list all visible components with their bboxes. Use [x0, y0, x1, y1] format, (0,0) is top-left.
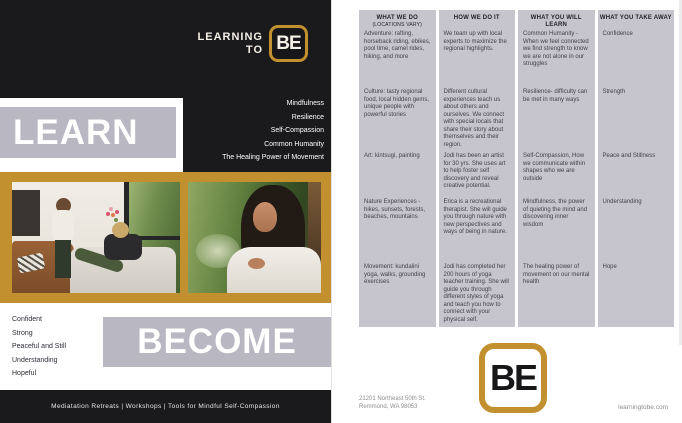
address-line: Remmond, WA 98053	[359, 404, 418, 410]
table-cell: Different cultural experiences teach us about others and ourselves. We connect with special locals that share their story about themselves and their region.	[443, 89, 505, 148]
list-item: Understanding	[12, 356, 58, 364]
column-header-label: WHAT YOU WILL LEARN	[530, 15, 582, 28]
right-page	[331, 0, 682, 423]
list-item: Strong	[12, 329, 33, 337]
table-cell: Art: kintsugi, painting	[364, 153, 420, 159]
brand-word-line1: LEARNING	[197, 30, 263, 43]
outcomes-list	[12, 313, 66, 381]
cabinet-shape	[12, 190, 40, 236]
column-what-we-do	[359, 10, 436, 327]
list-item: Self-Compassion	[270, 127, 324, 134]
be-monogram-icon: BE	[479, 343, 547, 413]
table-cell: Confidence	[602, 31, 633, 37]
brand-wordmark	[198, 31, 263, 57]
table-cell: Jodi has completed her 200 hours of yoga teacher training. She will guide you through different styles of yoga and teach you how to connect with your physical self.	[443, 264, 509, 323]
table-cell: Peace and Stillness	[602, 153, 656, 159]
be-monogram-icon: BE	[269, 25, 308, 62]
table-cell: Common Humanity - When we feel connected we find strength to know we are not alone in our struggles	[523, 31, 589, 67]
table-cell: Culture: tasty regional food, local hidden gems, unique people with powerful stories	[364, 89, 430, 118]
learn-title: LEARN	[13, 112, 139, 152]
photo-band	[0, 172, 331, 303]
brand-logo	[198, 25, 308, 62]
column-header	[439, 10, 516, 30]
program-table	[359, 10, 674, 327]
table-cell: Strength	[602, 89, 626, 95]
website-url: learningtobe.com	[618, 404, 668, 411]
list-item: Peaceful and Still	[12, 343, 67, 350]
footer-tagline: Mediatation Retreats | Workshops | Tools for Mindful Self-Compassion	[51, 403, 280, 410]
table-cell: Adventure: rafting, horseback riding, ebikes, pool time, camel rides, hiking, and more	[364, 31, 431, 60]
standing-person-shape	[52, 210, 74, 242]
table-cell: Nature Experiences - hikes, sunsets, forests, beaches, mountains	[364, 199, 426, 220]
list-item: Mindfulness	[286, 100, 324, 107]
column-how-we-do-it	[439, 10, 516, 327]
table-cell: Jodi has been an artist for 30 yrs. She uses art to help foster self discovery and reveal creative potential.	[443, 153, 506, 189]
table-cell: Mindfulness, the power of quieting the mind and discovering inner wisdom	[523, 199, 588, 228]
table-cell: Resilience- difficulty can be met in many ways	[523, 89, 588, 103]
table-cell: The healing power of movement on our mental health	[523, 264, 590, 285]
photo-woman-window	[188, 182, 321, 293]
column-subheader-label: (LOCATIONS VARY)	[372, 21, 423, 28]
list-item: Common Humanity	[264, 140, 324, 148]
list-item: The Healing Power of Movement	[222, 154, 324, 161]
woman-face-shape	[253, 202, 277, 232]
column-header	[598, 10, 675, 30]
left-page	[0, 0, 331, 423]
become-section	[0, 303, 331, 390]
woman-sweater-shape	[227, 247, 321, 293]
list-item: Confident	[12, 316, 42, 323]
sitting-person-shape	[112, 222, 129, 238]
address-line: 21201 Northeast 50th St.	[359, 396, 426, 402]
list-item: Hopeful	[12, 370, 37, 377]
focus-list	[222, 97, 324, 165]
column-header	[359, 10, 436, 30]
become-banner	[103, 317, 331, 367]
photo-living-room	[12, 182, 180, 293]
learn-banner	[0, 107, 176, 158]
address-block	[359, 395, 426, 411]
flowers-shape	[106, 212, 110, 216]
table-cell: Movement: kundalini yoga, walks, grounding exercises	[364, 264, 426, 285]
footer-bar	[0, 390, 331, 423]
become-title: BECOME	[137, 322, 297, 361]
column-what-you-will-learn	[518, 10, 595, 327]
table-cell: Self-Compassion, How we communicate within shapes who we are outside	[523, 153, 586, 182]
column-what-you-take-away	[598, 10, 675, 327]
list-item: Resilience	[291, 113, 324, 121]
standing-person-shape	[55, 240, 71, 278]
column-header	[518, 10, 595, 30]
woman-hands-shape	[248, 258, 265, 269]
column-header-label: HOW WE DO IT	[453, 15, 500, 21]
column-header-label: WHAT YOU TAKE AWAY	[599, 15, 672, 21]
column-header-label: WHAT WE DO	[376, 15, 419, 21]
sitting-person-shape	[104, 234, 142, 260]
table-cell: Understanding	[602, 199, 642, 205]
brand-word-line2: TO	[245, 43, 263, 56]
table-cell: Hope	[602, 264, 617, 270]
table-cell: Erica is a recreational therapist. She will guide you through nature with new perspectives and ways of being in nature.	[443, 199, 507, 235]
table-cell: We team up with local experts to maximize the regional highlights.	[443, 31, 507, 52]
